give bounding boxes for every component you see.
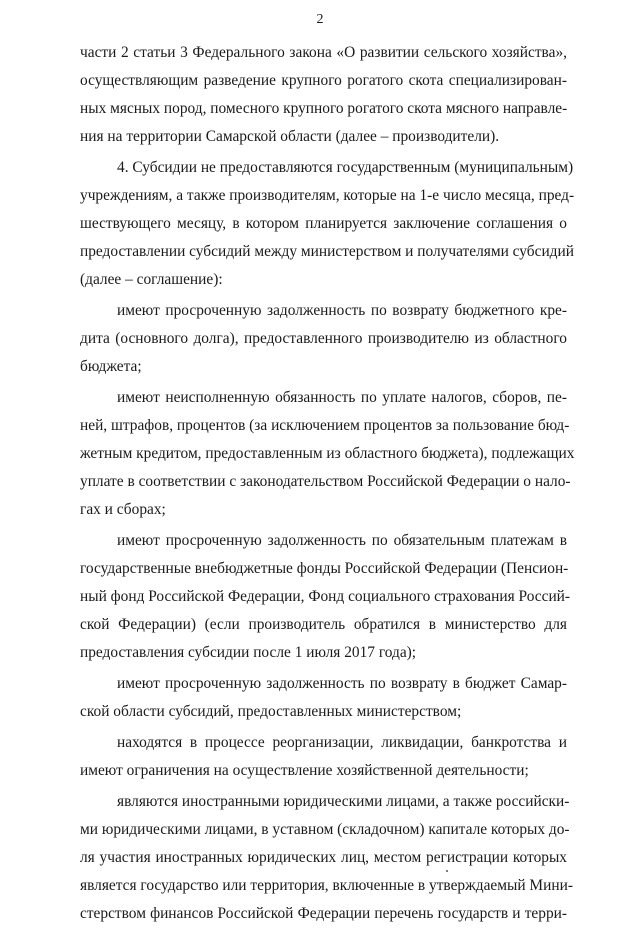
body-line: дита (основного долга), предоставленного производителю из областного (80, 330, 567, 347)
body-line: уплате в соответствии с законодательством Российской Федерации о нало- (80, 473, 571, 490)
body-line: осуществляющим разведение крупного рогатого скота специализирован- (80, 72, 567, 89)
body-line: части 2 статьи 3 Федерального закона «О развитии сельского хозяйства», (80, 44, 567, 61)
document-body (80, 43, 575, 932)
page-number: 2 (316, 12, 324, 27)
body-line: ных мясных пород, помесного крупного рогатого скота мясного направле- (80, 100, 568, 117)
body-line: находятся в процессе реорганизации, ликвидации, банкротства и (117, 734, 567, 751)
body-line: имеют просроченную задолженность по возврату бюджетного кре- (117, 302, 567, 319)
body-line: 4. Субсидии не предоставляются государственным (муниципальным) (117, 159, 574, 176)
body-line: предоставления субсидии после 1 июля 2017 года); (80, 644, 417, 661)
body-line: гах и сборах; (80, 501, 166, 518)
body-line: предоставлении субсидий между министерством и получателями субсидий (80, 243, 574, 260)
body-line: государственные внебюджетные фонды Российской Федерации (Пенсион- (80, 560, 569, 577)
body-line: имеют неисполненную обязанность по уплате налогов, сборов, пе- (117, 389, 567, 406)
body-line: имеют ограничения на осуществление хозяйственной деятельности; (80, 762, 529, 779)
body-line: имеют просроченную задолженность по обязательным платежам в (117, 532, 567, 549)
body-line: ния на территории Самарской области (далее – производители). (80, 128, 500, 145)
body-line: бюджета; (80, 358, 142, 375)
body-line: имеют просроченную задолженность по возврату в бюджет Самар- (117, 675, 567, 692)
body-line: стерством финансов Российской Федерации перечень государств и терри- (80, 905, 567, 922)
body-line: является государство или территория, включенные в утверждаемый Мини- (80, 877, 573, 894)
body-line: жетным кредитом, предоставленным из областного бюджета), подлежащих (80, 445, 575, 462)
body-line: (далее – соглашение): (80, 271, 223, 288)
body-line: ми юридическими лицами, в уставном (складочном) капитале которых до- (80, 821, 570, 838)
body-line: ный фонд Российской Федерации, Фонд социального страхования Россий- (80, 588, 571, 605)
body-line: ля участия иностранных юридических лиц, местом регистрации которых (80, 849, 567, 866)
body-line: шествующего месяцу, в котором планируется заключение соглашения о (80, 215, 567, 232)
scan-artifact-dot (446, 870, 448, 872)
body-line: ской Федерации) (если производитель обратился в министерство для (80, 616, 567, 633)
body-line: являются иностранными юридическими лицами, а также российски- (117, 793, 570, 810)
body-line: ской области субсидий, предоставленных министерством; (80, 703, 462, 720)
body-line: учреждениям, а также производителям, которые на 1-е число месяца, пред- (80, 187, 575, 204)
body-line: ней, штрафов, процентов (за исключением процентов за пользование бюд- (80, 417, 570, 434)
